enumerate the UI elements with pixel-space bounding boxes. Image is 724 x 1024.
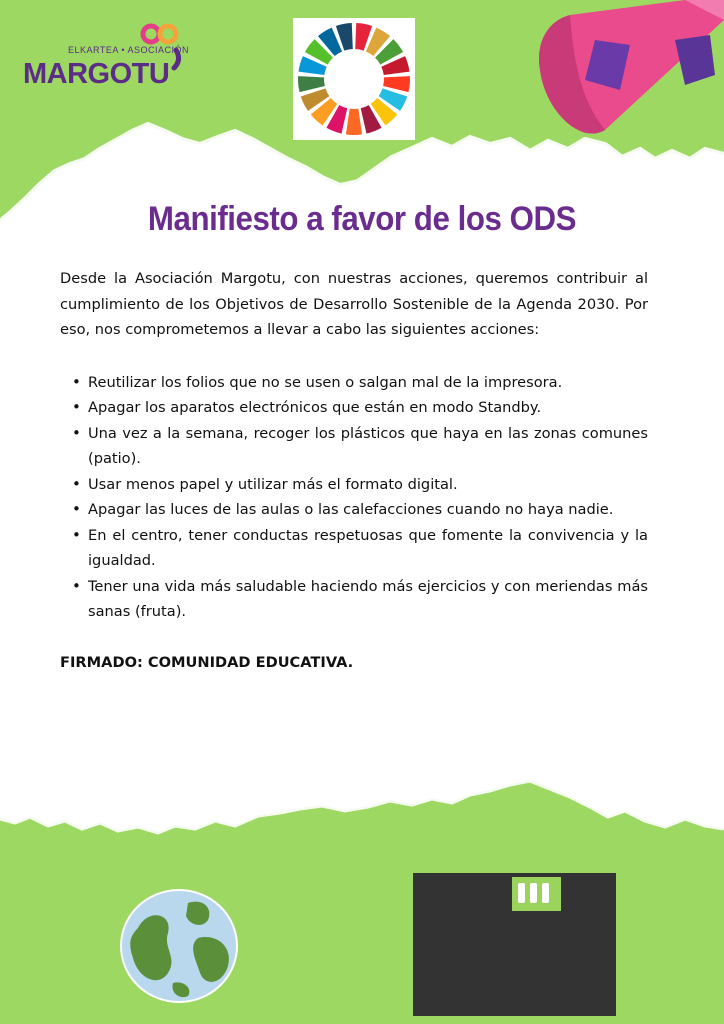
actions-list (60, 370, 648, 625)
list-item: • Apagar las luces de las aulas o las calefacciones cuando no haya nadie. (88, 497, 648, 523)
sdg-wheel-segment (298, 76, 325, 92)
sdg-wheel-segment (383, 76, 410, 92)
list-item: • Reutilizar los folios que no se usen o salgan mal de la impresora. (88, 370, 648, 396)
list-item: • Tener una vida más saludable haciendo más ejercicios y con meriendas más sanas (fruta). (88, 574, 648, 625)
screen-thumbnail-image (512, 877, 561, 911)
list-item: • En el centro, tener conductas respetuosas que fomente la convivencia y la igualdad. (88, 523, 648, 574)
sdg-wheel-segment (346, 109, 362, 135)
earth-globe-icon (118, 888, 240, 1004)
intro-paragraph: Desde la Asociación Margotu, con nuestras acciones, queremos contribuir al cumplimiento de los Objetivos de Desarrollo Sostenible de la Agenda 2030. Por eso, nos comprometemos a llevar a cabo las siguientes acciones: (60, 270, 648, 338)
list-item: • Apagar los aparatos electrónicos que están en modo Standby. (88, 395, 648, 421)
list-item: • Una vez a la semana, recoger los plásticos que haya en las zonas comunes (patio). (88, 421, 648, 472)
megaphone-icon (535, 0, 724, 140)
manifesto-body (60, 266, 648, 675)
page-title: Manifiesto a favor de los ODS (147, 200, 577, 238)
margotu-logo (18, 20, 193, 96)
screen-thumbnail (413, 873, 616, 1016)
signature: FIRMADO: COMUNIDAD EDUCATIVA. (60, 653, 354, 671)
list-item: • Usar menos papel y utilizar más el formato digital. (88, 472, 648, 498)
sdg-color-wheel-icon (293, 18, 415, 140)
logo-name: MARGOTU (23, 58, 170, 90)
logo-subtitle: ELKARTEA • ASOCIACIÓN (68, 45, 190, 55)
